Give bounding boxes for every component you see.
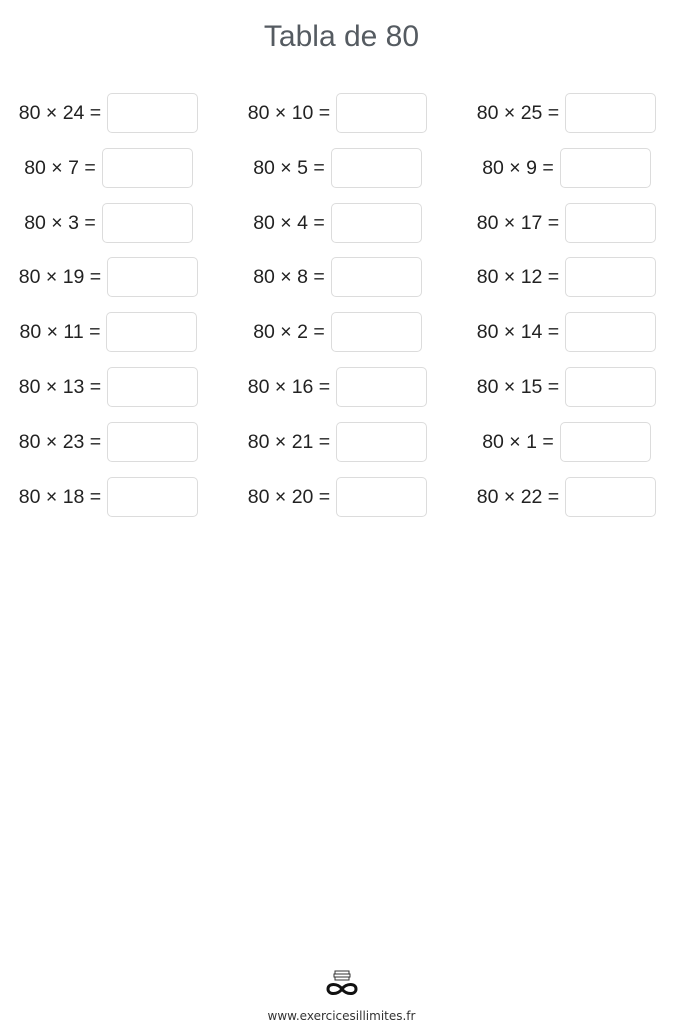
exercise-label: 80 × 19 = [18, 266, 102, 289]
answer-input[interactable] [107, 422, 198, 462]
exercise-label: 80 × 15 = [476, 375, 560, 398]
answer-input[interactable] [565, 312, 656, 352]
exercise-item [452, 93, 681, 148]
exercise-item [223, 367, 452, 422]
exercise-label: 80 × 3 = [24, 211, 96, 234]
answer-input[interactable] [331, 148, 422, 188]
answer-input[interactable] [102, 148, 193, 188]
exercise-item [452, 312, 681, 367]
answer-input[interactable] [331, 203, 422, 243]
exercise-label: 80 × 25 = [476, 102, 560, 124]
answer-input[interactable] [331, 312, 422, 352]
exercise-item [223, 422, 452, 477]
exercise-item [0, 422, 223, 477]
exercise-label: 80 × 13 = [18, 375, 102, 398]
exercise-item [0, 312, 223, 367]
answer-input[interactable] [107, 367, 198, 407]
exercise-item [452, 257, 681, 312]
exercise-item [452, 367, 681, 422]
exercise-label: 80 × 4 = [253, 211, 325, 234]
answer-input[interactable] [336, 367, 427, 407]
exercise-item [0, 148, 223, 203]
answer-input[interactable] [107, 93, 198, 133]
exercise-label: 80 × 17 = [476, 211, 560, 234]
exercise-item [223, 203, 452, 258]
exercise-label: 80 × 23 = [18, 430, 102, 453]
exercise-grid [0, 93, 681, 531]
exercise-label: 80 × 2 = [253, 321, 325, 344]
answer-input[interactable] [565, 257, 656, 297]
answer-input[interactable] [107, 477, 198, 517]
exercise-item [223, 148, 452, 203]
exercise-label: 80 × 1 = [482, 430, 554, 453]
exercise-label: 80 × 24 = [18, 102, 102, 124]
exercise-label: 80 × 16 = [247, 375, 331, 398]
exercise-label: 80 × 9 = [482, 156, 554, 179]
answer-input[interactable] [107, 257, 198, 297]
exercise-label: 80 × 22 = [476, 485, 560, 508]
exercise-item [0, 477, 223, 532]
answer-input[interactable] [336, 422, 427, 462]
answer-input[interactable] [336, 93, 427, 133]
answer-input[interactable] [565, 203, 656, 243]
exercise-item [0, 203, 223, 258]
answer-input[interactable] [331, 257, 422, 297]
exercise-item [0, 93, 223, 148]
exercise-item [452, 203, 681, 258]
answer-input[interactable] [336, 477, 427, 517]
exercise-label: 80 × 5 = [253, 156, 325, 179]
exercise-label: 80 × 7 = [24, 156, 96, 179]
page-title: Tabla de 80 [263, 20, 420, 53]
exercise-item [223, 477, 452, 532]
answer-input[interactable] [565, 477, 656, 517]
answer-input[interactable] [565, 93, 656, 133]
infinity-books-logo-icon [324, 985, 360, 1002]
exercise-label: 80 × 18 = [18, 485, 102, 508]
answer-input[interactable] [102, 203, 193, 243]
exercise-label: 80 × 8 = [253, 266, 325, 289]
exercise-label: 80 × 21 = [247, 430, 331, 453]
exercise-label: 80 × 14 = [476, 321, 560, 344]
exercise-item [452, 477, 681, 532]
exercise-item [223, 257, 452, 312]
exercise-item [0, 367, 223, 422]
exercise-item [223, 312, 452, 367]
exercise-label: 80 × 11 = [19, 321, 101, 344]
exercise-item [0, 257, 223, 312]
exercise-label: 80 × 12 = [476, 266, 560, 289]
exercise-label: 80 × 10 = [247, 102, 331, 124]
exercise-item [452, 148, 681, 203]
exercise-label: 80 × 20 = [247, 485, 331, 508]
footer [0, 968, 683, 1023]
footer-url[interactable]: www.exercicesillimites.fr [267, 1009, 416, 1023]
exercise-item [452, 422, 681, 477]
answer-input[interactable] [565, 367, 656, 407]
answer-input[interactable] [106, 312, 197, 352]
exercise-item [223, 93, 452, 148]
answer-input[interactable] [560, 422, 651, 462]
answer-input[interactable] [560, 148, 651, 188]
